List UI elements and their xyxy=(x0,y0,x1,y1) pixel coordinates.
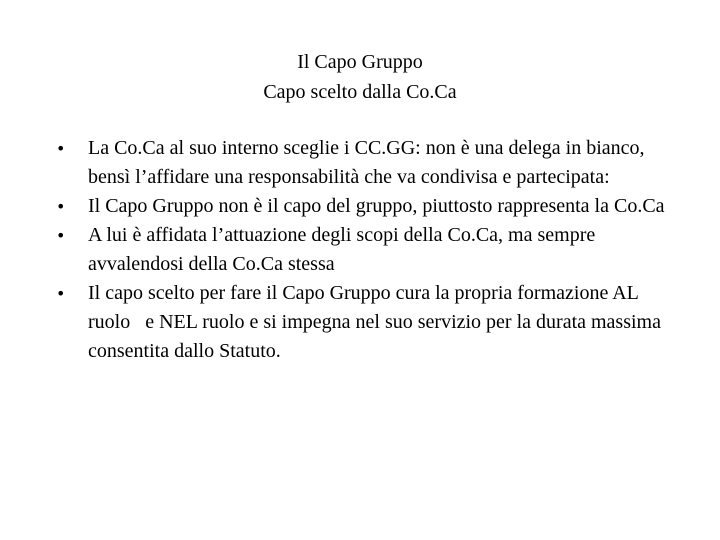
bullet-item xyxy=(56,221,676,279)
title-line-1: Il Capo Gruppo xyxy=(297,51,423,73)
bullet-text: A lui è affidata l’attuazione degli scopi della Co.Ca, ma sempre avvalendosi della Co.Ca stessa xyxy=(88,224,601,275)
bullet-list xyxy=(56,134,676,366)
bullet-dot-icon: • xyxy=(56,226,66,245)
bullet-text: La Co.Ca al suo interno sceglie i CC.GG: non è una delega in bianco, bensì l’affidare una responsabilità che va condivisa e partecipata: xyxy=(88,137,650,188)
bullet-dot-icon: • xyxy=(56,284,66,303)
bullet-item xyxy=(56,134,676,192)
bullet-item xyxy=(56,192,676,221)
bullet-item xyxy=(56,279,676,366)
bullet-text: Il Capo Gruppo non è il capo del gruppo, piuttosto rappresenta la Co.Ca xyxy=(88,195,665,217)
bullet-text: Il capo scelto per fare il Capo Gruppo cura la propria formazione AL ruolo e NEL ruolo e si impegna nel suo servizio per la durata massima consentita dallo Statuto. xyxy=(88,282,666,362)
bullet-dot-icon: • xyxy=(56,197,66,216)
bullet-dot-icon: • xyxy=(56,139,66,158)
title-line-2: Capo scelto dalla Co.Ca xyxy=(263,81,457,103)
slide-title xyxy=(0,47,720,107)
